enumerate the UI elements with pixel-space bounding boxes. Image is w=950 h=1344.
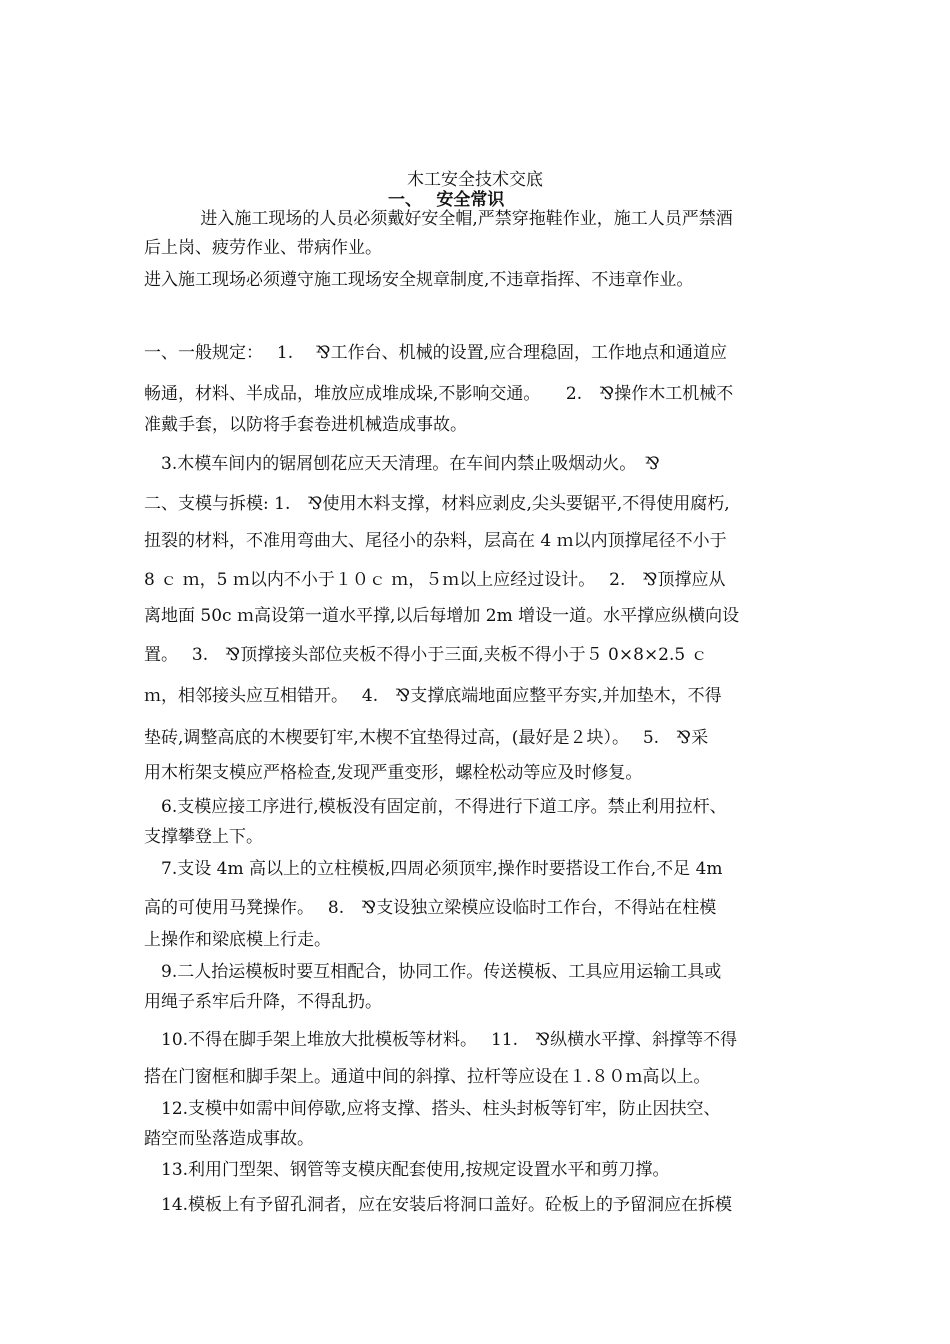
paragraph-line: 离地面 50c ｍ高设第一道水平撑,以后每增加 2m 增设一道。水平撑应纵横向设 — [144, 606, 740, 626]
paragraph-line: 13.利用门型架、钢管等支模庆配套使用,按规定设置水平和剪刀撑。 — [144, 1160, 670, 1180]
paragraph-line: 后上岗、疲劳作业、带病作业。 — [144, 238, 382, 258]
paragraph-line: 置。 3. ⅋顶撑接头部位夹板不得小于三面,夹板不得小于５ 0×8×2.5 ｃ — [144, 645, 708, 665]
paragraph-line: 二、支模与拆模: 1. ⅋使用木料支撑，材料应剥皮,尖头要锯平,不得使用腐朽, — [144, 494, 730, 514]
paragraph-line: 9.二人抬运模板时要互相配合，协同工作。传送模板、工具应用运输工具或 — [144, 962, 722, 982]
paragraph-line: 扭裂的材料，不准用弯曲大、尾径小的杂料，层高在 4 ｍ以内顶撑尾径不小于 — [144, 531, 727, 551]
paragraph-line: 支撑攀登上下。 — [144, 827, 263, 847]
paragraph-line: 踏空而坠落造成事故。 — [144, 1129, 314, 1149]
paragraph-line: ｍ，相邻接头应互相错开。 4. ⅋支撑底端地面应整平夯实,并加垫木，不得 — [144, 686, 722, 706]
paragraph-line: 搭在门窗框和脚手架上。通道中间的斜撑、拉杆等应设在１.８０ｍ高以上。 — [144, 1067, 711, 1087]
paragraph-line: 8 ｃ ｍ，5 ｍ以内不小于１０ｃ ｍ，５ｍ以上应经过设计。 2. ⅋顶撑应从 — [144, 570, 726, 590]
section-heading: 一、 安全常识 — [388, 190, 505, 210]
paragraph-line: 准戴手套，以防将手套卷进机械造成事故。 — [144, 415, 467, 435]
paragraph-line: 垫砖,调整高底的木楔要钉牢,木楔不宜垫得过高，(最好是２块）。 5. ⅋采 — [144, 728, 709, 748]
paragraph-line: 10.不得在脚手架上堆放大批模板等材料。 11. ⅋纵横水平撑、斜撑等不得 — [144, 1030, 738, 1050]
paragraph-line: 畅通，材料、半成品，堆放应成堆成垛,不影响交通。 2. ⅋操作木工机械不 — [144, 384, 734, 404]
paragraph-line: 一、一般规定： 1. ⅋工作台、机械的设置,应合理稳固，工作地点和通道应 — [144, 343, 728, 363]
paragraph-line: 高的可使用马凳操作。 8. ⅋支设独立梁模应设临时工作台，不得站在柱模 — [144, 898, 717, 918]
paragraph-line: 进入施工现场的人员必须戴好安全帽,严禁穿拖鞋作业，施工人员严禁酒 — [144, 209, 733, 229]
paragraph-line: 14.模板上有予留孔洞者，应在安装后将洞口盖好。砼板上的予留洞应在拆模 — [144, 1195, 733, 1215]
paragraph-line: 用绳子系牢后升降，不得乱扔。 — [144, 992, 382, 1012]
paragraph-line: 7.支设 4m 高以上的立柱模板,四周必须顶牢,操作时要搭设工作台,不足 4m — [144, 859, 723, 879]
paragraph-line: 用木桁架支模应严格检查,发现严重变形，螺栓松动等应及时修复。 — [144, 763, 643, 783]
paragraph-line: 6.支模应接工序进行,模板没有固定前，不得进行下道工序。禁止利用拉杆、 — [144, 797, 727, 817]
document-title: 木工安全技术交底 — [407, 170, 543, 190]
paragraph-line: 3.木模车间内的锯屑刨花应天天清理。在车间内禁止吸烟动火。 ⅋ — [144, 454, 660, 474]
paragraph-line: 进入施工现场必须遵守施工现场安全规章制度,不违章指挥、不违章作业。 — [144, 270, 694, 290]
paragraph-line: 12.支模中如需中间停歇,应将支撑、搭头、柱头封板等钉牢，防止因扶空、 — [144, 1099, 721, 1119]
paragraph-line: 上操作和梁底模上行走。 — [144, 930, 331, 950]
